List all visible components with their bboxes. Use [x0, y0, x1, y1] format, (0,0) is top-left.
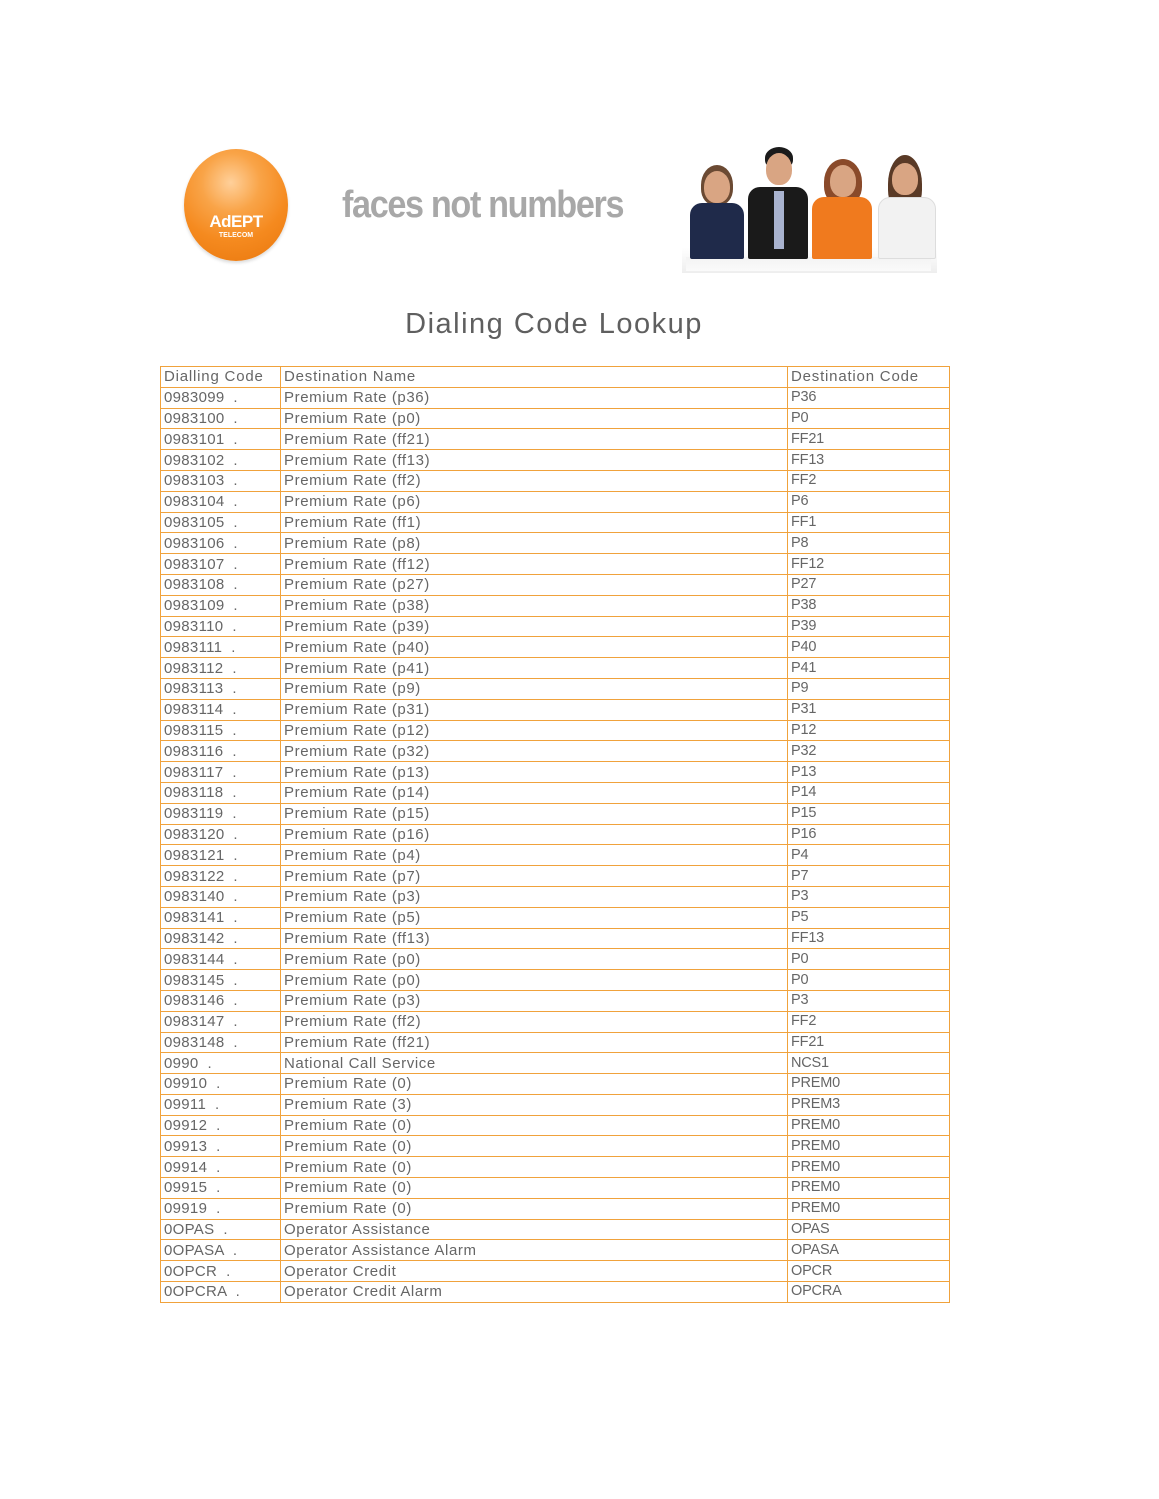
dialling-code-cell: 0983109 . — [161, 595, 281, 616]
destination-name-cell: Premium Rate (p41) — [281, 658, 788, 679]
destination-name-cell: Premium Rate (p9) — [281, 678, 788, 699]
destination-code-cell: P4 — [788, 845, 950, 866]
table-row — [161, 512, 950, 533]
photo-person-1 — [688, 159, 744, 259]
destination-name-cell: Premium Rate (p16) — [281, 824, 788, 845]
destination-name-cell: Operator Assistance — [281, 1219, 788, 1240]
dialling-code-cell: 0983122 . — [161, 866, 281, 887]
destination-name-cell: Premium Rate (p14) — [281, 782, 788, 803]
dialling-code-cell: 0983111 . — [161, 637, 281, 658]
destination-code-cell: P0 — [788, 408, 950, 429]
dialling-code-cell: 0983102 . — [161, 450, 281, 471]
dialling-code-cell: 0983103 . — [161, 470, 281, 491]
table-row — [161, 1178, 950, 1199]
dialling-code-cell: 0983119 . — [161, 803, 281, 824]
table-row — [161, 1198, 950, 1219]
table-row — [161, 574, 950, 595]
dialling-code-cell: 09913 . — [161, 1136, 281, 1157]
destination-code-cell: PREM0 — [788, 1115, 950, 1136]
table-row — [161, 949, 950, 970]
dialling-code-cell: 0OPASA . — [161, 1240, 281, 1261]
destination-name-cell: Operator Credit — [281, 1261, 788, 1282]
destination-code-cell: P39 — [788, 616, 950, 637]
dialling-code-cell: 0983110 . — [161, 616, 281, 637]
table-body — [161, 387, 950, 1302]
destination-name-cell: Premium Rate (p4) — [281, 845, 788, 866]
destination-name-cell: Operator Assistance Alarm — [281, 1240, 788, 1261]
column-header-destination-name: Destination Name — [281, 367, 788, 388]
table-row — [161, 886, 950, 907]
table-row — [161, 1032, 950, 1053]
destination-code-cell: NCS1 — [788, 1053, 950, 1074]
destination-name-cell: Premium Rate (p38) — [281, 595, 788, 616]
table-row — [161, 1136, 950, 1157]
table-row — [161, 595, 950, 616]
destination-name-cell: Premium Rate (ff2) — [281, 1011, 788, 1032]
dialling-code-cell: 09912 . — [161, 1115, 281, 1136]
destination-name-cell: Premium Rate (0) — [281, 1115, 788, 1136]
dialling-code-cell: 0983115 . — [161, 720, 281, 741]
destination-code-cell: PREM0 — [788, 1157, 950, 1178]
destination-name-cell: Premium Rate (ff21) — [281, 1032, 788, 1053]
destination-code-cell: P38 — [788, 595, 950, 616]
table-row — [161, 387, 950, 408]
dialling-code-cell: 0983108 . — [161, 574, 281, 595]
destination-code-cell: FF21 — [788, 1032, 950, 1053]
destination-name-cell: Premium Rate (p40) — [281, 637, 788, 658]
table-header-row — [161, 367, 950, 388]
table-row — [161, 970, 950, 991]
photo-person-2 — [748, 147, 808, 259]
destination-name-cell: Premium Rate (p27) — [281, 574, 788, 595]
destination-code-cell: OPCRA — [788, 1282, 950, 1303]
destination-code-cell: PREM3 — [788, 1094, 950, 1115]
destination-name-cell: Premium Rate (p7) — [281, 866, 788, 887]
destination-code-cell: P5 — [788, 907, 950, 928]
table-row — [161, 1282, 950, 1303]
dialing-code-table — [160, 366, 950, 1303]
table-row — [161, 1074, 950, 1095]
table-row — [161, 1219, 950, 1240]
table-row — [161, 990, 950, 1011]
destination-code-cell: P6 — [788, 491, 950, 512]
destination-code-cell: P31 — [788, 699, 950, 720]
destination-code-cell: P16 — [788, 824, 950, 845]
team-photo — [682, 145, 937, 273]
destination-name-cell: Premium Rate (0) — [281, 1136, 788, 1157]
table-row — [161, 845, 950, 866]
destination-code-cell: P15 — [788, 803, 950, 824]
table-row — [161, 803, 950, 824]
page-title: Dialing Code Lookup — [405, 308, 703, 340]
destination-name-cell: Premium Rate (0) — [281, 1178, 788, 1199]
dialling-code-cell: 0990 . — [161, 1053, 281, 1074]
destination-code-cell: P32 — [788, 741, 950, 762]
table-row — [161, 470, 950, 491]
destination-code-cell: PREM0 — [788, 1198, 950, 1219]
destination-code-cell: PREM0 — [788, 1136, 950, 1157]
dialling-code-cell: 0983114 . — [161, 699, 281, 720]
table-row — [161, 1115, 950, 1136]
table-row — [161, 866, 950, 887]
destination-code-cell: P3 — [788, 990, 950, 1011]
dialling-code-cell: 0983101 . — [161, 429, 281, 450]
destination-name-cell: Premium Rate (ff2) — [281, 470, 788, 491]
dialling-code-cell: 0983145 . — [161, 970, 281, 991]
dialling-code-cell: 0983117 . — [161, 762, 281, 783]
dialling-code-cell: 09911 . — [161, 1094, 281, 1115]
destination-name-cell: Premium Rate (p15) — [281, 803, 788, 824]
dialling-code-cell: 0983104 . — [161, 491, 281, 512]
destination-name-cell: Premium Rate (p32) — [281, 741, 788, 762]
destination-code-cell: P9 — [788, 678, 950, 699]
destination-name-cell: Premium Rate (0) — [281, 1157, 788, 1178]
destination-name-cell: Premium Rate (ff13) — [281, 928, 788, 949]
table-row — [161, 637, 950, 658]
destination-name-cell: Premium Rate (p6) — [281, 491, 788, 512]
dialling-code-cell: 0983107 . — [161, 554, 281, 575]
dialling-code-cell: 0983118 . — [161, 782, 281, 803]
dialling-code-cell: 0983121 . — [161, 845, 281, 866]
destination-name-cell: Premium Rate (p3) — [281, 886, 788, 907]
destination-code-cell: PREM0 — [788, 1178, 950, 1199]
destination-name-cell: Premium Rate (p13) — [281, 762, 788, 783]
table-row — [161, 1157, 950, 1178]
destination-code-cell: P41 — [788, 658, 950, 679]
table-row — [161, 1094, 950, 1115]
dialling-code-cell: 0983147 . — [161, 1011, 281, 1032]
dialling-code-cell: 09914 . — [161, 1157, 281, 1178]
table-row — [161, 699, 950, 720]
dialling-code-cell: 0983144 . — [161, 949, 281, 970]
table-row — [161, 824, 950, 845]
destination-name-cell: Premium Rate (3) — [281, 1094, 788, 1115]
dialling-code-cell: 0983105 . — [161, 512, 281, 533]
destination-name-cell: Premium Rate (p0) — [281, 970, 788, 991]
destination-name-cell: Premium Rate (p5) — [281, 907, 788, 928]
destination-name-cell: Premium Rate (p39) — [281, 616, 788, 637]
table-row — [161, 533, 950, 554]
table-row — [161, 408, 950, 429]
tagline: faces not numbers — [342, 184, 624, 226]
dialling-code-cell: 09910 . — [161, 1074, 281, 1095]
destination-name-cell: Premium Rate (ff21) — [281, 429, 788, 450]
destination-code-cell: P3 — [788, 886, 950, 907]
destination-name-cell: Premium Rate (p31) — [281, 699, 788, 720]
destination-code-cell: OPAS — [788, 1219, 950, 1240]
dialling-code-cell: 09919 . — [161, 1198, 281, 1219]
table-row — [161, 1261, 950, 1282]
destination-code-cell: P0 — [788, 949, 950, 970]
destination-name-cell: Premium Rate (ff12) — [281, 554, 788, 575]
destination-name-cell: Premium Rate (p0) — [281, 408, 788, 429]
photo-person-4 — [878, 153, 934, 259]
table-row — [161, 450, 950, 471]
destination-name-cell: National Call Service — [281, 1053, 788, 1074]
column-header-destination-code: Destination Code — [788, 367, 950, 388]
dialling-code-cell: 0983116 . — [161, 741, 281, 762]
adept-telecom-logo — [184, 149, 288, 261]
table-row — [161, 678, 950, 699]
dialling-code-cell: 0983099 . — [161, 387, 281, 408]
destination-name-cell: Premium Rate (p36) — [281, 387, 788, 408]
destination-code-cell: FF1 — [788, 512, 950, 533]
destination-name-cell: Premium Rate (ff13) — [281, 450, 788, 471]
photo-table-surface — [686, 257, 931, 271]
dialling-code-cell: 09915 . — [161, 1178, 281, 1199]
destination-code-cell: PREM0 — [788, 1074, 950, 1095]
destination-name-cell: Premium Rate (p0) — [281, 949, 788, 970]
dialling-code-cell: 0983142 . — [161, 928, 281, 949]
destination-code-cell: FF12 — [788, 554, 950, 575]
table-row — [161, 1053, 950, 1074]
destination-code-cell: FF2 — [788, 470, 950, 491]
table-row — [161, 762, 950, 783]
destination-code-cell: OPASA — [788, 1240, 950, 1261]
destination-name-cell: Premium Rate (p3) — [281, 990, 788, 1011]
destination-name-cell: Premium Rate (p8) — [281, 533, 788, 554]
column-header-dialling-code: Dialling Code — [161, 367, 281, 388]
destination-name-cell: Premium Rate (0) — [281, 1074, 788, 1095]
destination-code-cell: P36 — [788, 387, 950, 408]
table-row — [161, 658, 950, 679]
destination-code-cell: P13 — [788, 762, 950, 783]
destination-code-cell: FF2 — [788, 1011, 950, 1032]
dialling-code-cell: 0983146 . — [161, 990, 281, 1011]
destination-code-cell: FF21 — [788, 429, 950, 450]
photo-person-3 — [812, 155, 872, 259]
table-row — [161, 741, 950, 762]
dialling-code-cell: 0983112 . — [161, 658, 281, 679]
page-header — [160, 140, 950, 275]
logo-subtext: TELECOM — [218, 232, 254, 239]
table-row — [161, 616, 950, 637]
logo-text: AdEPT — [209, 212, 263, 231]
destination-code-cell: P14 — [788, 782, 950, 803]
destination-code-cell: P8 — [788, 533, 950, 554]
table-row — [161, 429, 950, 450]
destination-code-cell: P0 — [788, 970, 950, 991]
dialling-code-cell: 0983113 . — [161, 678, 281, 699]
dialling-code-cell: 0OPCRA . — [161, 1282, 281, 1303]
table-row — [161, 928, 950, 949]
destination-code-cell: FF13 — [788, 450, 950, 471]
table-row — [161, 491, 950, 512]
dialling-code-cell: 0OPAS . — [161, 1219, 281, 1240]
dialling-code-cell: 0983148 . — [161, 1032, 281, 1053]
destination-code-cell: OPCR — [788, 1261, 950, 1282]
destination-code-cell: P12 — [788, 720, 950, 741]
dialling-code-cell: 0983140 . — [161, 886, 281, 907]
destination-code-cell: P7 — [788, 866, 950, 887]
dialling-code-cell: 0OPCR . — [161, 1261, 281, 1282]
destination-name-cell: Premium Rate (0) — [281, 1198, 788, 1219]
dialling-code-cell: 0983141 . — [161, 907, 281, 928]
destination-code-cell: FF13 — [788, 928, 950, 949]
table-row — [161, 720, 950, 741]
table-row — [161, 554, 950, 575]
dialling-code-cell: 0983100 . — [161, 408, 281, 429]
dialling-code-cell: 0983120 . — [161, 824, 281, 845]
destination-code-cell: P40 — [788, 637, 950, 658]
destination-name-cell: Premium Rate (ff1) — [281, 512, 788, 533]
table-row — [161, 1011, 950, 1032]
destination-name-cell: Operator Credit Alarm — [281, 1282, 788, 1303]
table-row — [161, 1240, 950, 1261]
destination-code-cell: P27 — [788, 574, 950, 595]
destination-name-cell: Premium Rate (p12) — [281, 720, 788, 741]
table-row — [161, 907, 950, 928]
dialling-code-cell: 0983106 . — [161, 533, 281, 554]
table-row — [161, 782, 950, 803]
